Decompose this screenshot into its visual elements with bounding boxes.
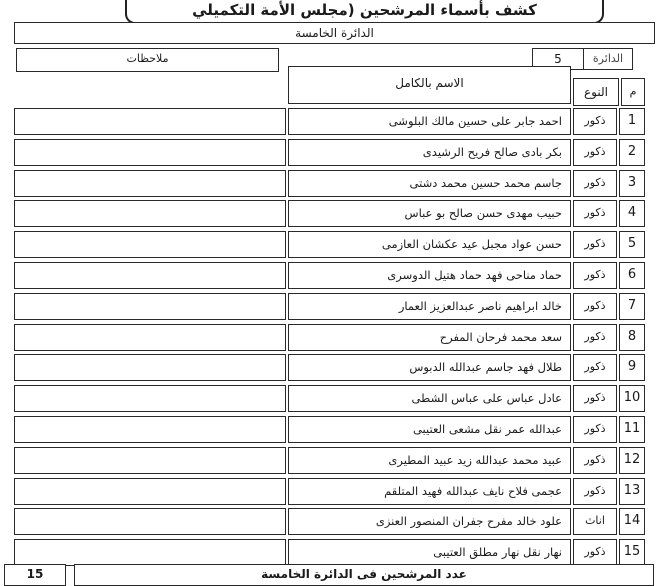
row-fullname: عبيد محمد عبدالله زيد عبيد المطيرى (288, 447, 571, 474)
row-index: 15 (619, 539, 645, 566)
candidate-count-label: عدد المرشحين فى الدائرة الخامسة (74, 564, 654, 586)
row-index: 4 (619, 200, 645, 227)
row-index: 12 (619, 447, 645, 474)
row-notes (14, 108, 286, 135)
row-type: ذكور (573, 231, 617, 258)
candidate-count: 15 (4, 564, 66, 586)
row-index: 9 (619, 354, 645, 381)
row-type: ذكور (573, 139, 617, 166)
row-notes (14, 478, 286, 505)
row-fullname: علود خالد مفرح جفران المنصور العنزى (288, 508, 571, 535)
row-index: 10 (619, 385, 645, 412)
row-notes (14, 416, 286, 443)
row-notes (14, 262, 286, 289)
row-fullname: عبدالله عمر نقل مشعى العتيبى (288, 416, 571, 443)
district-number: 5 (532, 48, 584, 70)
column-header-fullname: الاسم بالكامل (288, 66, 571, 104)
row-type: ذكور (573, 108, 617, 135)
column-header-index: م (621, 78, 645, 106)
row-index: 11 (619, 416, 645, 443)
row-fullname: احمد جابر على حسين مالك البلوشى (288, 108, 571, 135)
row-fullname: حسن عواد مجبل عيد عكشان العازمى (288, 231, 571, 258)
district-name-bar: الدائرة الخامسة (14, 22, 655, 44)
sheet-title: كشف بأسماء المرشحين (مجلس الأمة التكميلي (125, 0, 604, 24)
district-label: الدائرة (583, 48, 633, 70)
row-index: 2 (619, 139, 645, 166)
row-type: ذكور (573, 478, 617, 505)
column-header-notes: ملاحظات (16, 48, 279, 72)
row-fullname: حبيب مهدى حسن صالح بو عباس (288, 200, 571, 227)
row-type: اناث (573, 508, 617, 535)
row-fullname: خالد ابراهيم ناصر عبدالعزيز العمار (288, 293, 571, 320)
row-notes (14, 324, 286, 351)
row-type: ذكور (573, 293, 617, 320)
row-fullname: عجمى فلاح نايف عبدالله فهيد المتلقم (288, 478, 571, 505)
row-notes (14, 231, 286, 258)
row-type: ذكور (573, 170, 617, 197)
row-index: 14 (619, 508, 645, 535)
row-notes (14, 200, 286, 227)
row-notes (14, 447, 286, 474)
row-type: ذكور (573, 539, 617, 566)
row-index: 13 (619, 478, 645, 505)
row-index: 3 (619, 170, 645, 197)
row-fullname: نهار نقل نهار مطلق العتيبى (288, 539, 571, 566)
row-fullname: سعد محمد فرحان المفرح (288, 324, 571, 351)
row-fullname: عادل عباس على عباس الشطى (288, 385, 571, 412)
row-index: 8 (619, 324, 645, 351)
row-index: 5 (619, 231, 645, 258)
row-notes (14, 385, 286, 412)
row-notes (14, 293, 286, 320)
row-notes (14, 354, 286, 381)
column-header-type: النوع (573, 78, 619, 106)
row-type: ذكور (573, 447, 617, 474)
row-index: 7 (619, 293, 645, 320)
row-type: ذكور (573, 385, 617, 412)
row-fullname: بكر بادى صالح فريح الرشيدى (288, 139, 571, 166)
row-fullname: جاسم محمد حسين محمد دشتى (288, 170, 571, 197)
row-index: 6 (619, 262, 645, 289)
row-index: 1 (619, 108, 645, 135)
row-type: ذكور (573, 200, 617, 227)
row-type: ذكور (573, 324, 617, 351)
row-notes (14, 539, 286, 566)
row-type: ذكور (573, 354, 617, 381)
row-type: ذكور (573, 262, 617, 289)
row-notes (14, 508, 286, 535)
row-notes (14, 139, 286, 166)
row-fullname: طلال فهد جاسم عبدالله الدبوس (288, 354, 571, 381)
row-notes (14, 170, 286, 197)
row-type: ذكور (573, 416, 617, 443)
row-fullname: حماد مناحى فهد حماد هتيل الدوسرى (288, 262, 571, 289)
